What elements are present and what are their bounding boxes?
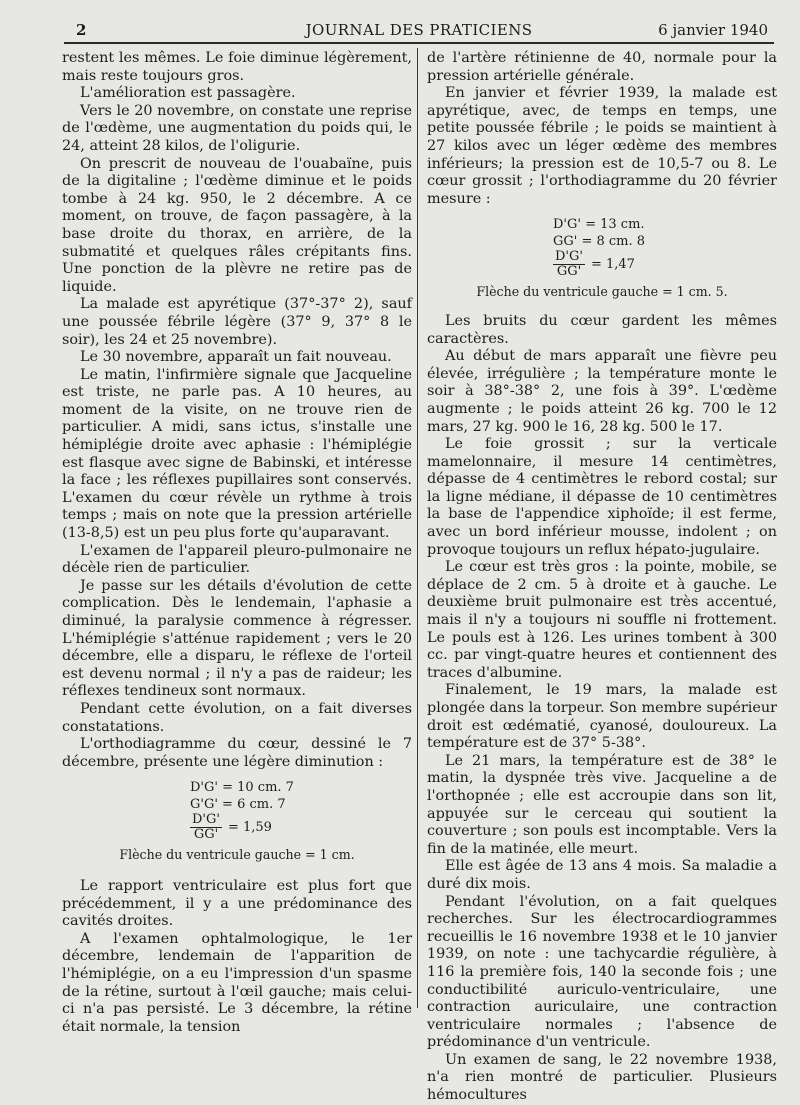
paragraph: Le 21 mars, la température est de 38° le matin, la dyspnée très vive. Jacqueline a de l'orthopnée ; elle est accroupie dans son lit, appuyée sur le cerceau qui soutient la couverture ; son pouls est incomptable. Vers la fin de la matinée, elle meurt.: [427, 752, 777, 857]
fraction-denominator: GG': [193, 827, 219, 843]
formula-line: G'G' = 6 cm. 7: [190, 797, 286, 813]
paragraph: Le matin, l'infirmière signale que Jacqueline est triste, ne parle pas. A 10 heures, au moment de la visite, on ne trouve rien de particulier. A midi, sans ictus, s'installe une hémiplégie droite avec aphasie : l'hémiplégie est flasque avec signe de Babinski, et intéresse la face ; les réflexes pupillaires sont conservés. L'examen du cœur révèle un rythme à trois temps ; mais on note que la pression artérielle (13-8,5) est un peu plus forte qu'auparavant.: [62, 366, 412, 542]
paragraph: Le rapport ventriculaire est plus fort que précédemment, il y a une prédominance des cavités droites.: [62, 877, 412, 930]
paragraph: A l'examen ophtalmologique, le 1er décembre, lendemain de l'apparition de l'hémiplégie, on a eu l'impression d'un spasme de la rétine, surtout à l'œil gauche; mais celui-ci n'a pas persisté. Le 3 décembre, la rétine était normale, la tension: [62, 930, 412, 1035]
paragraph: L'orthodiagramme du cœur, dessiné le 7 décembre, présente une légère diminution :: [62, 736, 412, 770]
paragraph: On prescrit de nouveau de l'ouabaïne, puis de la digitaline ; l'œdème diminue et le poids tombe à 24 kg. 950, le 2 décembre. A ce moment, on trouve, de façon passagère, à la base droite du thorax, en arrière, de la submatité et quelques râles crépitants fins. Une ponction de la plèvre ne retire pas de liquide.: [62, 155, 412, 295]
paragraph: Le foie grossit ; sur la verticale mamelonnaire, il mesure 14 centimètres, dépasse de 4 centimètres le rebord costal; sur la ligne médiane, il dépasse de 10 centimètres la base de l'appendice xiphoïde; il est ferme, avec un bord inférieur mousse, indolent ; on provoque toujours un reflux hépato-jugulaire.: [427, 436, 777, 558]
fraction: [190, 813, 222, 842]
paragraph: Les bruits du cœur gardent les mêmes caractères.: [427, 312, 777, 347]
formula-line: D'G' = 10 cm. 7: [190, 780, 294, 796]
fraction-value: = 1,59: [227, 820, 272, 836]
paragraph: Pendant cette évolution, on a fait diverses constatations.: [62, 700, 412, 735]
formula-line: D'G' = 13 cm.: [553, 217, 645, 233]
paragraph: L'amélioration est passagère.: [80, 85, 296, 102]
page-header: [64, 18, 774, 44]
paragraph: Un examen de sang, le 22 novembre 1938, n'a rien montré de particulier. Plusieurs hémocultures: [427, 1051, 777, 1104]
paragraph: Finalement, le 19 mars, la malade est plongée dans la torpeur. Son membre supérieur droit est œdématié, cyanosé, douloureux. La température est de 37° 5-38°.: [427, 682, 777, 752]
paragraph: de l'artère rétinienne de 40, normale pour la pression artérielle générale.: [427, 50, 777, 84]
orthodiagram-formula: [427, 216, 777, 279]
formula-caption: Flèche du ventricule gauche = 1 cm. 5.: [476, 284, 728, 300]
right-column: [427, 50, 777, 1105]
paragraph: restent les mêmes. Le foie diminue légèrement, mais reste toujours gros.: [62, 50, 412, 84]
paragraph: Pendant l'évolution, on a fait quelques recherches. Sur les électrocardiogrammes recueillis le 16 novembre 1938 et le 10 janvier 1939, on note : une tachycardie régulière, à 116 la première fois, 140 la seconde fois ; une conductibilité auriculo-ventriculaire, une contraction auriculaire, une contraction ventriculaire normales ; l'absence de prédominance d'un ventricule.: [427, 893, 777, 1051]
paragraph: Au début de mars apparaît une fièvre peu élevée, irrégulière ; la température monte le soir à 38°-38° 2, une fois à 39°. L'œdème augmente ; le poids atteint 26 kg. 700 le 12 mars, 27 kg. 900 le 16, 28 kg. 500 le 17.: [427, 348, 777, 435]
fraction-numerator: D'G': [555, 249, 583, 265]
paragraph: En janvier et février 1939, la malade est apyrétique, avec, de temps en temps, une petite poussée fébrile ; le poids se maintient à 27 kilos avec un léger œdème des membres inférieurs; la pression est de 10,5-7 ou 8. Le cœur grossit ; l'orthodiagramme du 20 février mesure :: [427, 85, 777, 207]
paragraph: L'examen de l'appareil pleuro-pulmonaire ne décèle rien de particulier.: [62, 542, 412, 577]
paragraph: Le 30 novembre, apparaît un fait nouveau.: [80, 349, 392, 366]
paragraph: Vers le 20 novembre, on constate une reprise de l'œdème, une augmentation du poids qui, le 24, atteint 28 kilos, de l'oligurie.: [62, 102, 412, 154]
formula-line: GG' = 8 cm. 8: [553, 234, 646, 250]
issue-date: 6 janvier 1940: [658, 21, 768, 39]
paragraph: Le cœur est très gros : la pointe, mobile, se déplace de 2 cm. 5 à droite et à gauche. Le deuxième bruit pulmonaire est très accentué, mais il n'y a toujours ni souffle ni frottement. Le pouls est à 126. Les urines tombent à 300 cc. par vingt-quatre heures et contiennent des traces d'albumine.: [427, 559, 777, 681]
orthodiagram-formula: [62, 779, 412, 842]
fraction-numerator: D'G': [192, 812, 220, 828]
formula-caption: Flèche du ventricule gauche = 1 cm.: [119, 847, 355, 863]
formula-ratio: [553, 250, 777, 279]
left-column: [62, 50, 412, 1036]
paragraph: La malade est apyrétique (37°-37° 2), sauf une poussée fébrile légère (37° 9, 37° 8 le soir), les 24 et 25 novembre).: [62, 296, 412, 348]
fraction-denominator: GG': [556, 264, 582, 280]
fraction-value: = 1,47: [590, 257, 635, 273]
formula-ratio: [190, 813, 412, 842]
page-number: 2: [76, 21, 87, 39]
paragraph: Je passe sur les détails d'évolution de cette complication. Dès le lendemain, l'aphasie a diminué, la paralysie commence à régresser. L'hémiplégie s'atténue rapidement ; vers le 20 décembre, elle a disparu, le réflexe de l'orteil est devenu normal ; il n'y a pas de raideur; les réflexes tendineux sont normaux.: [62, 577, 412, 700]
journal-title: JOURNAL DES PRATICIENS: [305, 21, 533, 39]
column-divider: [417, 48, 418, 1008]
paragraph: Elle est âgée de 13 ans 4 mois. Sa maladie a duré dix mois.: [427, 858, 777, 892]
fraction: [553, 250, 585, 279]
